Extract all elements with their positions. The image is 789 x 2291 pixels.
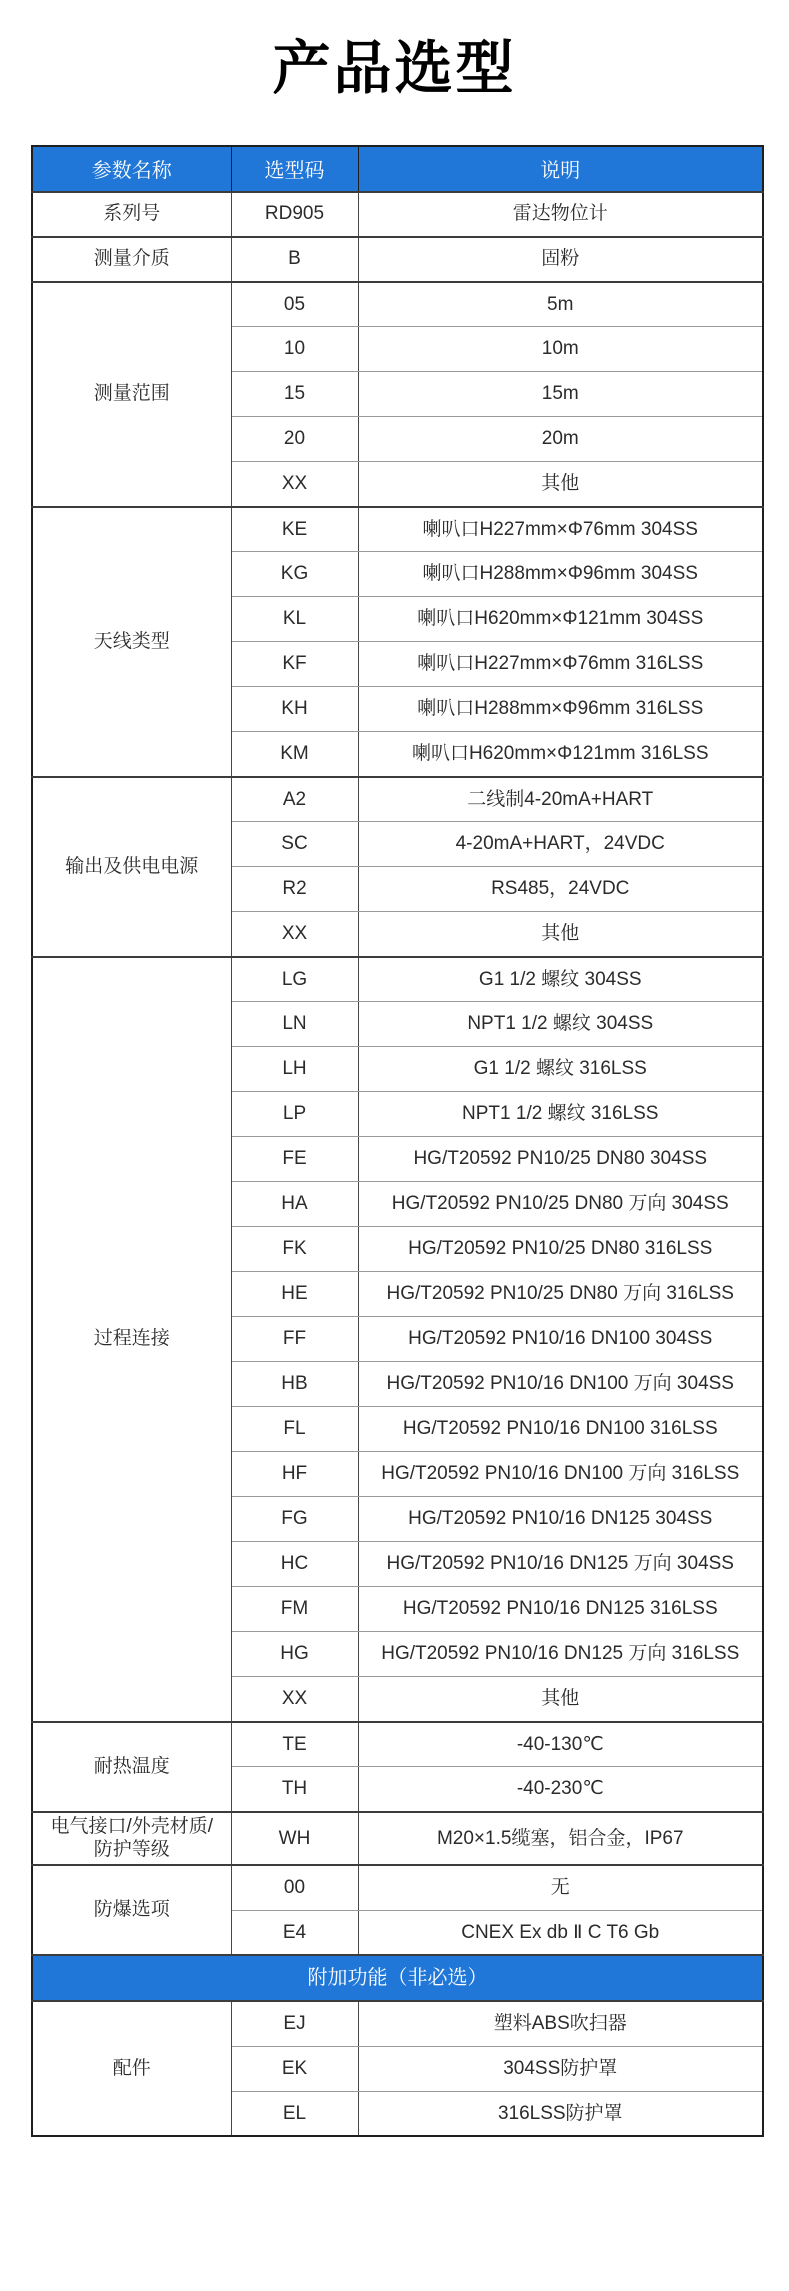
selection-code-cell: FG xyxy=(231,1497,358,1542)
selection-code-cell: WH xyxy=(231,1812,358,1866)
table-header xyxy=(32,146,763,192)
table-row xyxy=(32,237,763,282)
page-title: 产品选型 xyxy=(272,36,517,101)
description-cell: 喇叭口H227mm×Φ76mm 304SS xyxy=(358,507,763,552)
description-cell: HG/T20592 PN10/25 DN80 316LSS xyxy=(358,1227,763,1272)
selection-code-cell: 05 xyxy=(231,282,358,327)
param-name-cell: 系列号 xyxy=(32,192,231,237)
description-cell: HG/T20592 PN10/16 DN125 304SS xyxy=(358,1497,763,1542)
column-header-description: 说明 xyxy=(358,146,763,192)
selection-code-cell: A2 xyxy=(231,777,358,822)
param-name-cell: 防爆选项 xyxy=(32,1865,231,1955)
selection-code-cell: 10 xyxy=(231,327,358,372)
table-row xyxy=(32,1865,763,1910)
description-cell: HG/T20592 PN10/16 DN125 万向 304SS xyxy=(358,1542,763,1587)
selection-code-cell: HE xyxy=(231,1272,358,1317)
table-row xyxy=(32,282,763,327)
param-name-cell: 过程连接 xyxy=(32,957,231,1722)
selection-code-cell: SC xyxy=(231,822,358,867)
selection-code-cell: FK xyxy=(231,1227,358,1272)
param-name-cell: 耐热温度 xyxy=(32,1722,231,1812)
description-cell: NPT1 1/2 螺纹 316LSS xyxy=(358,1092,763,1137)
param-name-cell: 配件 xyxy=(32,2001,231,2136)
description-cell: 4-20mA+HART，24VDC xyxy=(358,822,763,867)
selection-code-cell: RD905 xyxy=(231,192,358,237)
description-cell: 其他 xyxy=(358,912,763,957)
banner-row xyxy=(32,1955,763,2001)
column-header-param-name: 参数名称 xyxy=(32,146,231,192)
description-cell: 喇叭口H288mm×Φ96mm 316LSS xyxy=(358,687,763,732)
product-selection-table xyxy=(31,145,764,2138)
description-cell: -40-230℃ xyxy=(358,1767,763,1812)
table-row xyxy=(32,1722,763,1767)
selection-code-cell: EK xyxy=(231,2046,358,2091)
description-cell: -40-130℃ xyxy=(358,1722,763,1767)
table-row xyxy=(32,1812,763,1866)
description-cell: HG/T20592 PN10/25 DN80 万向 316LSS xyxy=(358,1272,763,1317)
table-row xyxy=(32,777,763,822)
selection-code-cell: FF xyxy=(231,1317,358,1362)
selection-code-cell: FE xyxy=(231,1137,358,1182)
selection-code-cell: XX xyxy=(231,462,358,507)
selection-code-cell: FL xyxy=(231,1407,358,1452)
description-cell: HG/T20592 PN10/16 DN125 316LSS xyxy=(358,1587,763,1632)
param-name-cell: 测量介质 xyxy=(32,237,231,282)
description-cell: 其他 xyxy=(358,1677,763,1722)
description-cell: 15m xyxy=(358,372,763,417)
selection-code-cell: TE xyxy=(231,1722,358,1767)
selection-code-cell: HF xyxy=(231,1452,358,1497)
selection-code-cell: XX xyxy=(231,912,358,957)
description-cell: HG/T20592 PN10/16 DN100 304SS xyxy=(358,1317,763,1362)
description-cell: 316LSS防护罩 xyxy=(358,2091,763,2136)
param-name-cell: 电气接口/外壳材质/防护等级 xyxy=(32,1812,231,1866)
selection-code-cell: HA xyxy=(231,1182,358,1227)
description-cell: HG/T20592 PN10/16 DN100 万向 316LSS xyxy=(358,1452,763,1497)
description-cell: 5m xyxy=(358,282,763,327)
table-row xyxy=(32,957,763,1002)
description-cell: 塑料ABS吹扫器 xyxy=(358,2001,763,2046)
selection-code-cell: 15 xyxy=(231,372,358,417)
selection-code-cell: EL xyxy=(231,2091,358,2136)
param-name-cell: 天线类型 xyxy=(32,507,231,777)
selection-code-cell: KF xyxy=(231,642,358,687)
selection-code-cell: 20 xyxy=(231,417,358,462)
description-cell: G1 1/2 螺纹 316LSS xyxy=(358,1047,763,1092)
description-cell: 喇叭口H620mm×Φ121mm 304SS xyxy=(358,597,763,642)
description-cell: HG/T20592 PN10/25 DN80 304SS xyxy=(358,1137,763,1182)
table-row xyxy=(32,192,763,237)
selection-code-cell: HB xyxy=(231,1362,358,1407)
table-body xyxy=(32,192,763,2137)
selection-code-cell: R2 xyxy=(231,867,358,912)
table-row xyxy=(32,2001,763,2046)
description-cell: 雷达物位计 xyxy=(358,192,763,237)
description-cell: 20m xyxy=(358,417,763,462)
description-cell: HG/T20592 PN10/16 DN100 316LSS xyxy=(358,1407,763,1452)
selection-code-cell: LP xyxy=(231,1092,358,1137)
header-row xyxy=(32,146,763,192)
description-cell: 无 xyxy=(358,1865,763,1910)
description-cell: M20×1.5缆塞，铝合金，IP67 xyxy=(358,1812,763,1866)
selection-code-cell: HG xyxy=(231,1632,358,1677)
section-banner: 附加功能（非必选） xyxy=(32,1955,763,2001)
description-cell: 喇叭口H288mm×Φ96mm 304SS xyxy=(358,552,763,597)
description-cell: CNEX Ex db Ⅱ C T6 Gb xyxy=(358,1910,763,1955)
selection-code-cell: B xyxy=(231,237,358,282)
selection-code-cell: LG xyxy=(231,957,358,1002)
description-cell: 固粉 xyxy=(358,237,763,282)
description-cell: 10m xyxy=(358,327,763,372)
table-row xyxy=(32,507,763,552)
selection-code-cell: LN xyxy=(231,1002,358,1047)
description-cell: 喇叭口H227mm×Φ76mm 316LSS xyxy=(358,642,763,687)
param-name-cell: 测量范围 xyxy=(32,282,231,507)
description-cell: HG/T20592 PN10/16 DN100 万向 304SS xyxy=(358,1362,763,1407)
description-cell: HG/T20592 PN10/16 DN125 万向 316LSS xyxy=(358,1632,763,1677)
selection-code-cell: KH xyxy=(231,687,358,732)
selection-code-cell: 00 xyxy=(231,1865,358,1910)
description-cell: G1 1/2 螺纹 304SS xyxy=(358,957,763,1002)
selection-code-cell: E4 xyxy=(231,1910,358,1955)
selection-code-cell: KM xyxy=(231,732,358,777)
param-name-cell: 输出及供电电源 xyxy=(32,777,231,957)
description-cell: 304SS防护罩 xyxy=(358,2046,763,2091)
selection-code-cell: EJ xyxy=(231,2001,358,2046)
selection-code-cell: KL xyxy=(231,597,358,642)
description-cell: 二线制4-20mA+HART xyxy=(358,777,763,822)
selection-code-cell: KG xyxy=(231,552,358,597)
selection-code-cell: LH xyxy=(231,1047,358,1092)
selection-code-cell: XX xyxy=(231,1677,358,1722)
description-cell: 其他 xyxy=(358,462,763,507)
selection-code-cell: FM xyxy=(231,1587,358,1632)
description-cell: 喇叭口H620mm×Φ121mm 316LSS xyxy=(358,732,763,777)
selection-code-cell: HC xyxy=(231,1542,358,1587)
description-cell: HG/T20592 PN10/25 DN80 万向 304SS xyxy=(358,1182,763,1227)
description-cell: NPT1 1/2 螺纹 304SS xyxy=(358,1002,763,1047)
column-header-selection-code: 选型码 xyxy=(231,146,358,192)
selection-code-cell: KE xyxy=(231,507,358,552)
selection-code-cell: TH xyxy=(231,1767,358,1812)
description-cell: RS485，24VDC xyxy=(358,867,763,912)
